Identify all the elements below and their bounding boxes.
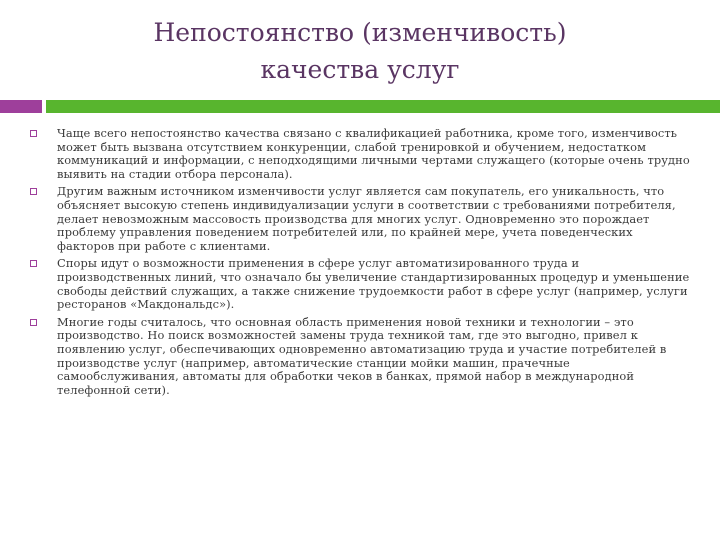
list-item-text: Споры идут о возможности применения в сфере услуг автоматизированного труда и производственных линий, что означало бы увеличение стандартизированных процедур и уменьшение свободы действий служащих, а также снижение трудоемкости работ в сфере услуг (например, услуги ресторанов «Макдональдс»). <box>57 256 690 312</box>
slide-title-line-1: Непостоянство (изменчивость) <box>153 18 567 47</box>
list-item-text: Многие годы считалось, что основная область применения новой техники и технологии – это производство. Но поиск возможностей замены труда техникой там, где это выгодно, привел к появлению услуг, обеспечивающих одновременно автоматизацию труда и участие потребителей в производстве услуг (например, автоматические станции мойки машин, прачечные самообслуживания, автоматы для обработки чеков в банках, прямой набор в международной телефонной сети). <box>57 314 667 397</box>
list-item-text: Чаще всего непостоянство качества связано с квалификацией работника, кроме того, изменчивость может быть вызвана отсутствием конкуренции, слабой тренировкой и обучением, недостатком коммуникаций и информации, с неподходящими личными чертами служащего (которые очень трудно выявить на стадии отбора персонала). <box>57 126 690 181</box>
list-item <box>30 127 692 181</box>
slide-title <box>0 14 720 88</box>
accent-bar-purple <box>0 100 42 113</box>
square-outline-bullet-icon <box>30 260 37 267</box>
accent-bar-green <box>46 100 720 113</box>
list-item <box>30 316 692 398</box>
list-item <box>30 185 692 253</box>
slide-title-line-2: качества услуг <box>260 55 460 84</box>
list-item-text: Другим важным источником изменчивости услуг является сам покупатель, его уникальность, что объясняет высокую степень индивидуализации услуги в соответствии с требованиями потребителя, делает невозможным массовость производства для многих услуг. Одновременно это порождает проблему управления поведением потребителей или, по крайней мере, учета поведенческих факторов при работе с клиентами. <box>57 184 676 253</box>
list-item <box>30 257 692 311</box>
square-outline-bullet-icon <box>30 130 37 137</box>
bullet-list <box>30 127 692 401</box>
square-outline-bullet-icon <box>30 319 37 326</box>
square-outline-bullet-icon <box>30 188 37 195</box>
